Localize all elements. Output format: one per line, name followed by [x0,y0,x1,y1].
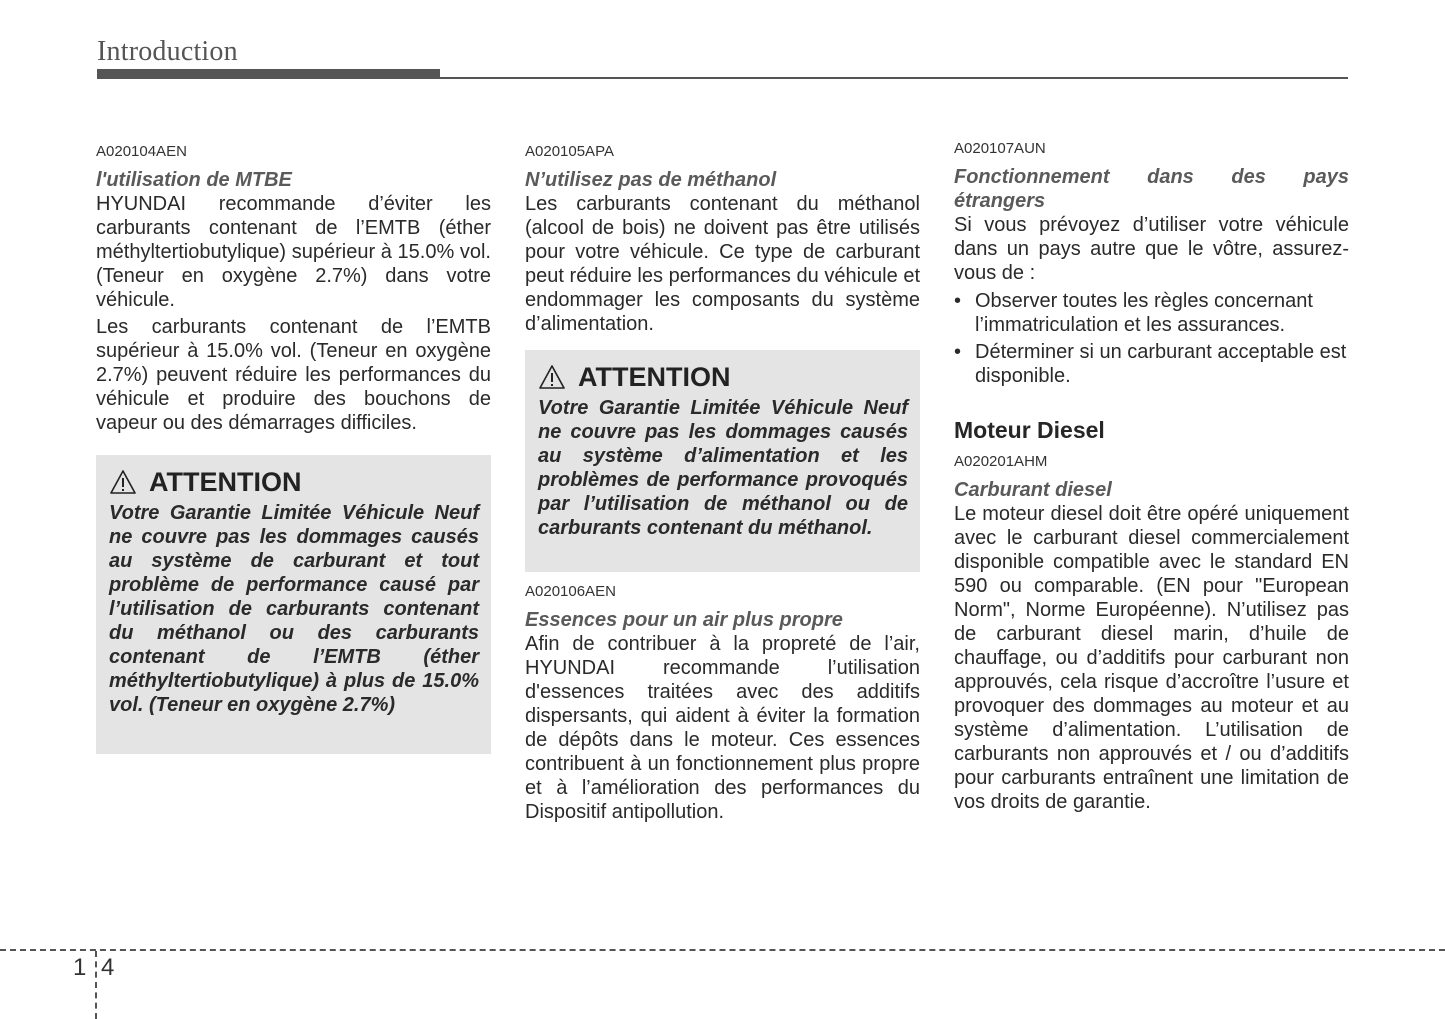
chapter-number: 1 [73,954,87,981]
list-item: • Déterminer si un carburant acceptable est disponible. [954,340,1349,388]
column-3 [954,139,1349,817]
body-paragraph: Les carburants contenant de l’EMTB supérieur à 15.0% vol. (Teneur en oxygène 2.7%) peuvent réduire les performances du véhicule et produire des bouchons de vapeur ou des démarrages difficiles. [96,316,491,434]
page-number: 4 [101,954,115,981]
section-code: A020106AEN [525,583,616,600]
footer-vertical-dashed-rule [95,951,97,1019]
page-header-title: Introduction [97,36,238,67]
body-paragraph: Le moteur diesel doit être opéré uniquement avec le carburant diesel commercialement disponible compatible avec le standard EN 590 ou comparable. (EN pour "European Norm", Norme Européenne). N’utilisez pas de carburant diesel marin, d’huile de chauffage, ou d’additifs pour carburant non approuvés, cela risque d’accroître l’usure et provoquer des dommages au moteur et au système d’alimentation. L’utilisation de carburants non approuvés et / ou d’additifs pour carburants entraînent une limitation de vos droits de garantie. [954,503,1349,813]
warning-triangle-icon [538,364,566,390]
section-code: A020201AHM [954,453,1048,470]
warning-box [96,455,491,754]
section-code: A020107AUN [954,140,1046,157]
body-paragraph: Si vous prévoyez d’utiliser votre véhicule dans un pays autre que le vôtre, assurez-vous de : [954,214,1349,284]
section-code: A020105APA [525,143,614,160]
footer-dashed-rule [0,949,1445,951]
section-subtitle: Carburant diesel [954,479,1112,501]
body-paragraph: Les carburants contenant du méthanol (alcool de bois) ne doivent pas être utilisés pour votre véhicule. Ce type de carburant peut réduire les performances du véhicule et endommager les composants du système d’alimentation. [525,193,920,335]
header-rule-thick [97,69,440,79]
warning-title: ATTENTION [149,467,302,497]
body-paragraph: Afin de contribuer à la propreté de l’air, HYUNDAI recommande l’utilisation d'essences traitées avec des additifs dispersants, qui aident à éviter la formation de dépôts dans le moteur. Ces essences contribuent à un fonctionnement plus propre et à l’amélioration des performances du Dispositif antipollution. [525,633,920,823]
bullet-list [954,289,1349,388]
column-2 [525,142,920,827]
warning-text: Votre Garantie Limitée Véhicule Neuf ne couvre pas les dommages causés au système d’alimentation et les problèmes de performance provoqués par l’utilisation de méthanol ou de carburants contenant du méthanol. [538,397,908,539]
section-subtitle: Essences pour un air plus propre [525,609,843,631]
section-subtitle: Fonctionnement dans des pays étrangers [954,166,1349,212]
warning-text: Votre Garantie Limitée Véhicule Neuf ne couvre pas les dommages causés au système de carburant et tout problème de performance causé par l’utilisation de carburants contenant du méthanol ou des carburants contenant de l’EMTB (éther méthyltertiobutylique) à plus de 15.0% vol. (Teneur en oxygène 2.7%) [109,502,479,716]
warning-triangle-icon [109,469,137,495]
body-paragraph: HYUNDAI recommande d’éviter les carburants contenant de l’EMTB (éther méthyltertiobutylique) supérieur à 15.0% vol. (Teneur en oxygène 2.7%) dans votre véhicule. [96,193,491,311]
section-subtitle: l'utilisation de MTBE [96,169,292,191]
section-subtitle: N’utilisez pas de méthanol [525,169,777,191]
list-item: • Observer toutes les règles concernant l’immatriculation et les assurances. [954,289,1349,337]
section-heading: Moteur Diesel [954,417,1105,443]
section-code: A020104AEN [96,143,187,160]
warning-title: ATTENTION [578,362,731,392]
header-rule-thin [440,77,1348,79]
warning-box [525,350,920,572]
column-1 [96,142,491,754]
